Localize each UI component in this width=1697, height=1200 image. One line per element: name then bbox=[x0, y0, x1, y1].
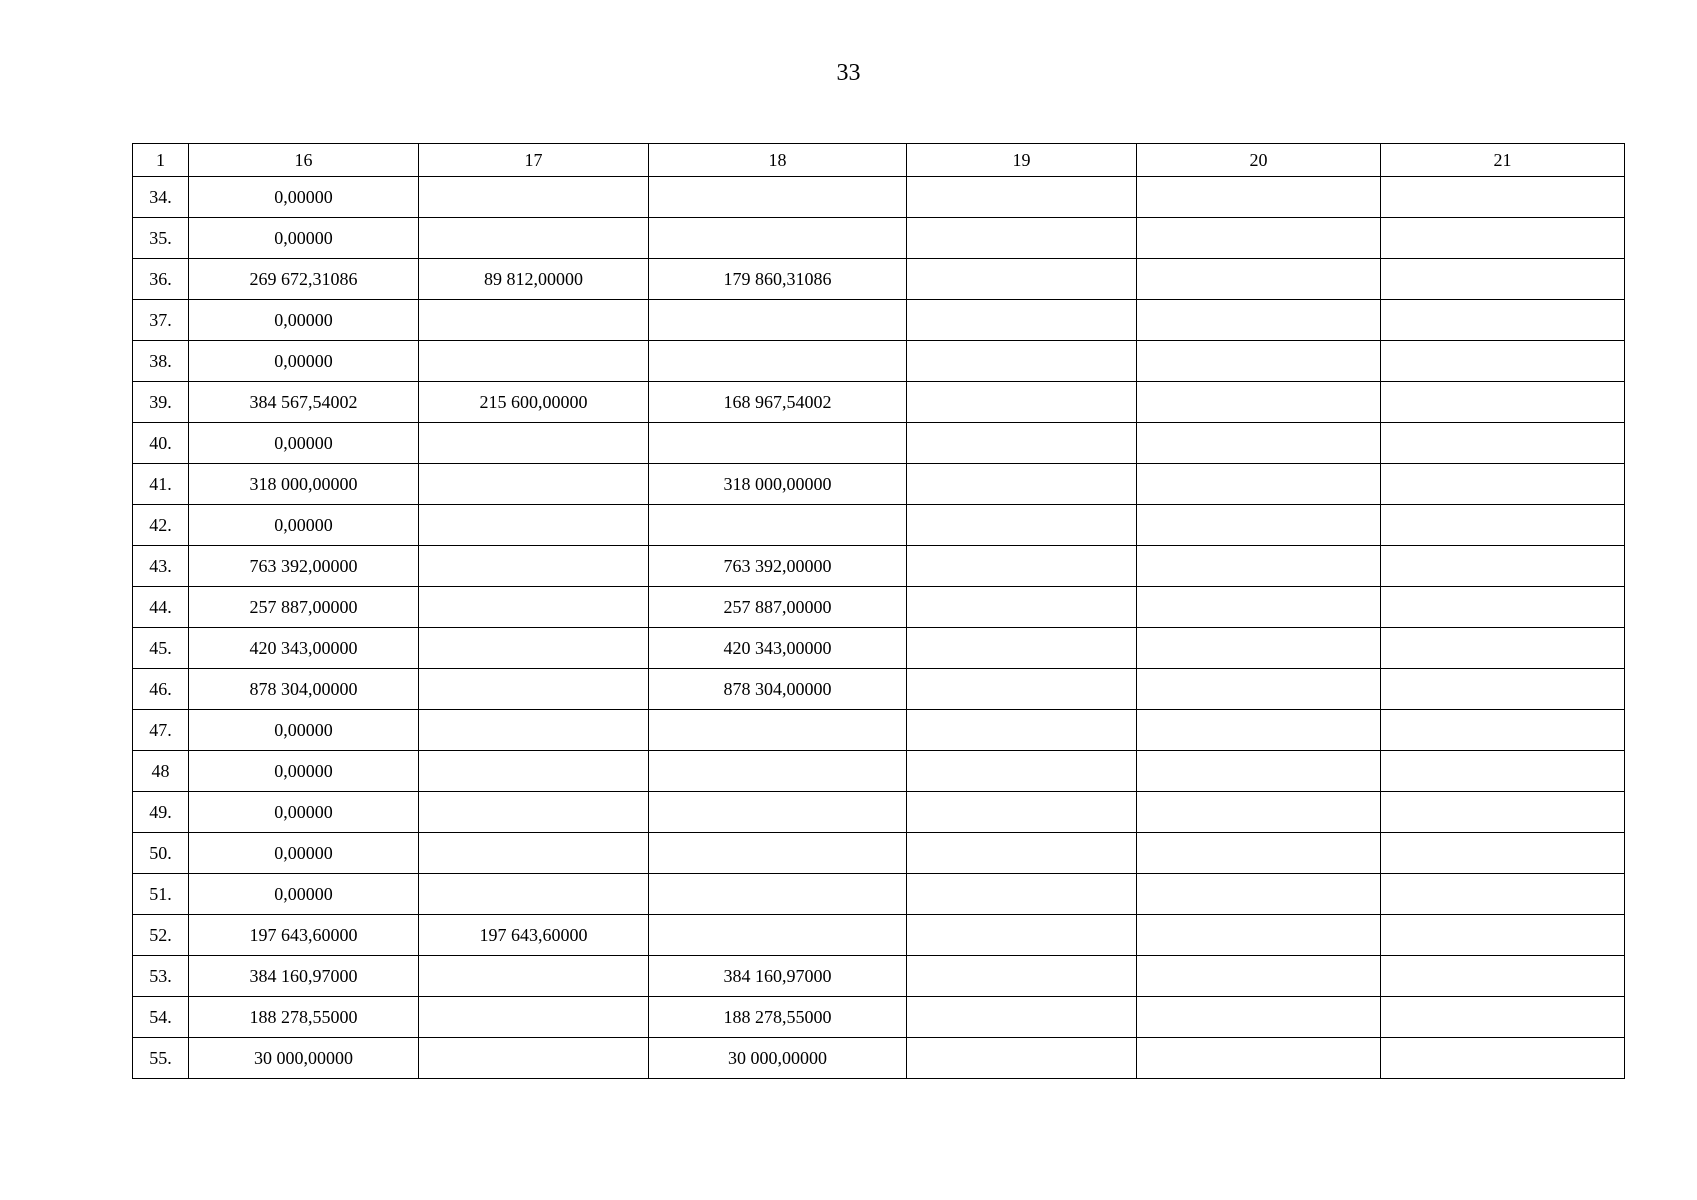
table-cell bbox=[1137, 259, 1381, 300]
table-cell bbox=[1381, 341, 1625, 382]
table-cell bbox=[419, 710, 649, 751]
row-number-cell: 54. bbox=[133, 997, 189, 1038]
table-cell: 168 967,54002 bbox=[649, 382, 907, 423]
table-cell bbox=[419, 177, 649, 218]
row-number-cell: 50. bbox=[133, 833, 189, 874]
table-cell bbox=[1381, 464, 1625, 505]
data-table bbox=[132, 143, 1625, 1079]
table-cell bbox=[1137, 751, 1381, 792]
table-cell bbox=[1137, 300, 1381, 341]
table-cell bbox=[649, 915, 907, 956]
table-cell bbox=[907, 669, 1137, 710]
table-cell: 0,00000 bbox=[189, 874, 419, 915]
table-cell bbox=[1381, 628, 1625, 669]
table-cell bbox=[1381, 874, 1625, 915]
table-cell bbox=[1137, 382, 1381, 423]
table-cell: 0,00000 bbox=[189, 218, 419, 259]
table-cell bbox=[1137, 587, 1381, 628]
table-cell bbox=[1137, 915, 1381, 956]
table-row bbox=[133, 464, 1625, 505]
table-cell bbox=[1137, 1038, 1381, 1079]
table-cell bbox=[1381, 956, 1625, 997]
table-cell bbox=[907, 218, 1137, 259]
table-row bbox=[133, 341, 1625, 382]
table-cell bbox=[907, 915, 1137, 956]
row-number-cell: 39. bbox=[133, 382, 189, 423]
table-cell bbox=[907, 546, 1137, 587]
row-number-cell: 43. bbox=[133, 546, 189, 587]
table-row bbox=[133, 259, 1625, 300]
table-cell bbox=[1381, 382, 1625, 423]
table-cell bbox=[1381, 546, 1625, 587]
table-cell: 763 392,00000 bbox=[189, 546, 419, 587]
table-row bbox=[133, 587, 1625, 628]
row-number-cell: 51. bbox=[133, 874, 189, 915]
column-header: 17 bbox=[419, 144, 649, 177]
table-cell bbox=[419, 874, 649, 915]
table-cell bbox=[649, 300, 907, 341]
row-number-cell: 52. bbox=[133, 915, 189, 956]
table-row bbox=[133, 833, 1625, 874]
row-number-cell: 55. bbox=[133, 1038, 189, 1079]
table-cell bbox=[419, 792, 649, 833]
table-cell: 384 160,97000 bbox=[649, 956, 907, 997]
table-cell bbox=[1137, 628, 1381, 669]
table-cell bbox=[419, 505, 649, 546]
table-cell bbox=[1381, 751, 1625, 792]
table-row bbox=[133, 751, 1625, 792]
table-cell bbox=[907, 710, 1137, 751]
table-cell: 878 304,00000 bbox=[189, 669, 419, 710]
table-cell bbox=[907, 300, 1137, 341]
table-row bbox=[133, 546, 1625, 587]
table-cell: 215 600,00000 bbox=[419, 382, 649, 423]
table-cell bbox=[1381, 792, 1625, 833]
column-header: 18 bbox=[649, 144, 907, 177]
row-number-cell: 36. bbox=[133, 259, 189, 300]
table-cell bbox=[419, 997, 649, 1038]
table-cell bbox=[649, 505, 907, 546]
table-row bbox=[133, 997, 1625, 1038]
table-cell bbox=[649, 792, 907, 833]
table-cell: 318 000,00000 bbox=[189, 464, 419, 505]
table-row bbox=[133, 505, 1625, 546]
table-cell bbox=[1137, 792, 1381, 833]
table-row bbox=[133, 300, 1625, 341]
table-cell bbox=[419, 341, 649, 382]
table-cell bbox=[649, 833, 907, 874]
table-cell bbox=[907, 997, 1137, 1038]
table-cell bbox=[1137, 177, 1381, 218]
row-number-cell: 44. bbox=[133, 587, 189, 628]
table-cell bbox=[907, 751, 1137, 792]
table-cell: 188 278,55000 bbox=[649, 997, 907, 1038]
table-cell bbox=[649, 341, 907, 382]
table-cell bbox=[1137, 218, 1381, 259]
table-row bbox=[133, 915, 1625, 956]
table-cell bbox=[907, 177, 1137, 218]
table-cell bbox=[907, 792, 1137, 833]
row-number-cell: 37. bbox=[133, 300, 189, 341]
table-cell bbox=[1381, 997, 1625, 1038]
table-cell: 197 643,60000 bbox=[189, 915, 419, 956]
table-cell bbox=[907, 956, 1137, 997]
table-cell: 188 278,55000 bbox=[189, 997, 419, 1038]
table-cell bbox=[419, 587, 649, 628]
table-row bbox=[133, 382, 1625, 423]
table-cell bbox=[419, 1038, 649, 1079]
table-cell bbox=[1137, 956, 1381, 997]
row-number-cell: 34. bbox=[133, 177, 189, 218]
table-cell bbox=[1381, 423, 1625, 464]
table-row bbox=[133, 956, 1625, 997]
table-cell bbox=[1381, 259, 1625, 300]
table-cell bbox=[1381, 177, 1625, 218]
table-cell bbox=[1381, 505, 1625, 546]
table-cell bbox=[649, 874, 907, 915]
table-cell bbox=[419, 300, 649, 341]
table-cell bbox=[419, 423, 649, 464]
row-number-cell: 49. bbox=[133, 792, 189, 833]
table-cell bbox=[419, 751, 649, 792]
table-cell: 878 304,00000 bbox=[649, 669, 907, 710]
table-cell: 0,00000 bbox=[189, 177, 419, 218]
table-cell: 0,00000 bbox=[189, 792, 419, 833]
row-number-cell: 48 bbox=[133, 751, 189, 792]
table-cell: 0,00000 bbox=[189, 300, 419, 341]
table-cell bbox=[1381, 669, 1625, 710]
table-cell bbox=[1137, 669, 1381, 710]
table-cell: 30 000,00000 bbox=[189, 1038, 419, 1079]
table-cell bbox=[907, 505, 1137, 546]
table-cell: 269 672,31086 bbox=[189, 259, 419, 300]
table-cell: 197 643,60000 bbox=[419, 915, 649, 956]
table-cell: 0,00000 bbox=[189, 833, 419, 874]
table-cell bbox=[649, 218, 907, 259]
table-cell bbox=[907, 1038, 1137, 1079]
table-cell bbox=[907, 423, 1137, 464]
row-number-cell: 42. bbox=[133, 505, 189, 546]
table-cell: 763 392,00000 bbox=[649, 546, 907, 587]
table-cell: 384 160,97000 bbox=[189, 956, 419, 997]
table-cell: 0,00000 bbox=[189, 341, 419, 382]
table-cell bbox=[907, 628, 1137, 669]
table-cell bbox=[419, 669, 649, 710]
table-cell bbox=[1137, 997, 1381, 1038]
row-number-cell: 47. bbox=[133, 710, 189, 751]
table-cell bbox=[1137, 874, 1381, 915]
table-cell: 0,00000 bbox=[189, 423, 419, 464]
table-row bbox=[133, 710, 1625, 751]
table-cell bbox=[649, 710, 907, 751]
table-cell: 420 343,00000 bbox=[189, 628, 419, 669]
table-cell bbox=[419, 218, 649, 259]
row-number-cell: 38. bbox=[133, 341, 189, 382]
table-cell bbox=[907, 464, 1137, 505]
table-cell bbox=[1381, 218, 1625, 259]
table-cell bbox=[1381, 587, 1625, 628]
table-cell bbox=[419, 956, 649, 997]
table-row bbox=[133, 628, 1625, 669]
table-cell bbox=[649, 423, 907, 464]
table-row bbox=[133, 177, 1625, 218]
table-cell bbox=[907, 833, 1137, 874]
table-cell: 420 343,00000 bbox=[649, 628, 907, 669]
column-header: 20 bbox=[1137, 144, 1381, 177]
table-header-row bbox=[133, 144, 1625, 177]
table-cell bbox=[1381, 1038, 1625, 1079]
row-number-cell: 53. bbox=[133, 956, 189, 997]
table-cell bbox=[1137, 464, 1381, 505]
table-cell: 89 812,00000 bbox=[419, 259, 649, 300]
table-body bbox=[133, 177, 1625, 1079]
table-cell bbox=[419, 546, 649, 587]
table-cell: 318 000,00000 bbox=[649, 464, 907, 505]
table-cell bbox=[907, 341, 1137, 382]
table-cell bbox=[419, 464, 649, 505]
table-cell: 179 860,31086 bbox=[649, 259, 907, 300]
table-cell bbox=[419, 628, 649, 669]
row-number-cell: 45. bbox=[133, 628, 189, 669]
table-cell bbox=[1381, 300, 1625, 341]
row-number-cell: 46. bbox=[133, 669, 189, 710]
column-header: 16 bbox=[189, 144, 419, 177]
table-row bbox=[133, 669, 1625, 710]
table-cell bbox=[907, 587, 1137, 628]
column-header: 19 bbox=[907, 144, 1137, 177]
table-cell: 0,00000 bbox=[189, 505, 419, 546]
page-number: 33 bbox=[836, 60, 861, 86]
table-cell bbox=[1137, 710, 1381, 751]
table-cell: 0,00000 bbox=[189, 751, 419, 792]
table-cell bbox=[1137, 423, 1381, 464]
table-cell bbox=[907, 874, 1137, 915]
table-cell bbox=[907, 382, 1137, 423]
table-cell bbox=[419, 833, 649, 874]
row-number-cell: 41. bbox=[133, 464, 189, 505]
table-cell bbox=[907, 259, 1137, 300]
row-number-cell: 35. bbox=[133, 218, 189, 259]
table-cell bbox=[1137, 505, 1381, 546]
table-cell bbox=[1137, 341, 1381, 382]
row-number-cell: 40. bbox=[133, 423, 189, 464]
table-cell bbox=[1381, 710, 1625, 751]
table-cell bbox=[1137, 546, 1381, 587]
table-cell: 257 887,00000 bbox=[189, 587, 419, 628]
table-row bbox=[133, 1038, 1625, 1079]
table-cell bbox=[1381, 915, 1625, 956]
table-row bbox=[133, 792, 1625, 833]
table-cell: 257 887,00000 bbox=[649, 587, 907, 628]
column-header: 21 bbox=[1381, 144, 1625, 177]
table-cell: 0,00000 bbox=[189, 710, 419, 751]
table-cell bbox=[1381, 833, 1625, 874]
table-row bbox=[133, 874, 1625, 915]
table-row bbox=[133, 423, 1625, 464]
table-cell bbox=[649, 177, 907, 218]
table-cell bbox=[649, 751, 907, 792]
table-row bbox=[133, 218, 1625, 259]
column-header: 1 bbox=[133, 144, 189, 177]
table-cell: 30 000,00000 bbox=[649, 1038, 907, 1079]
table-cell bbox=[1137, 833, 1381, 874]
table-cell: 384 567,54002 bbox=[189, 382, 419, 423]
